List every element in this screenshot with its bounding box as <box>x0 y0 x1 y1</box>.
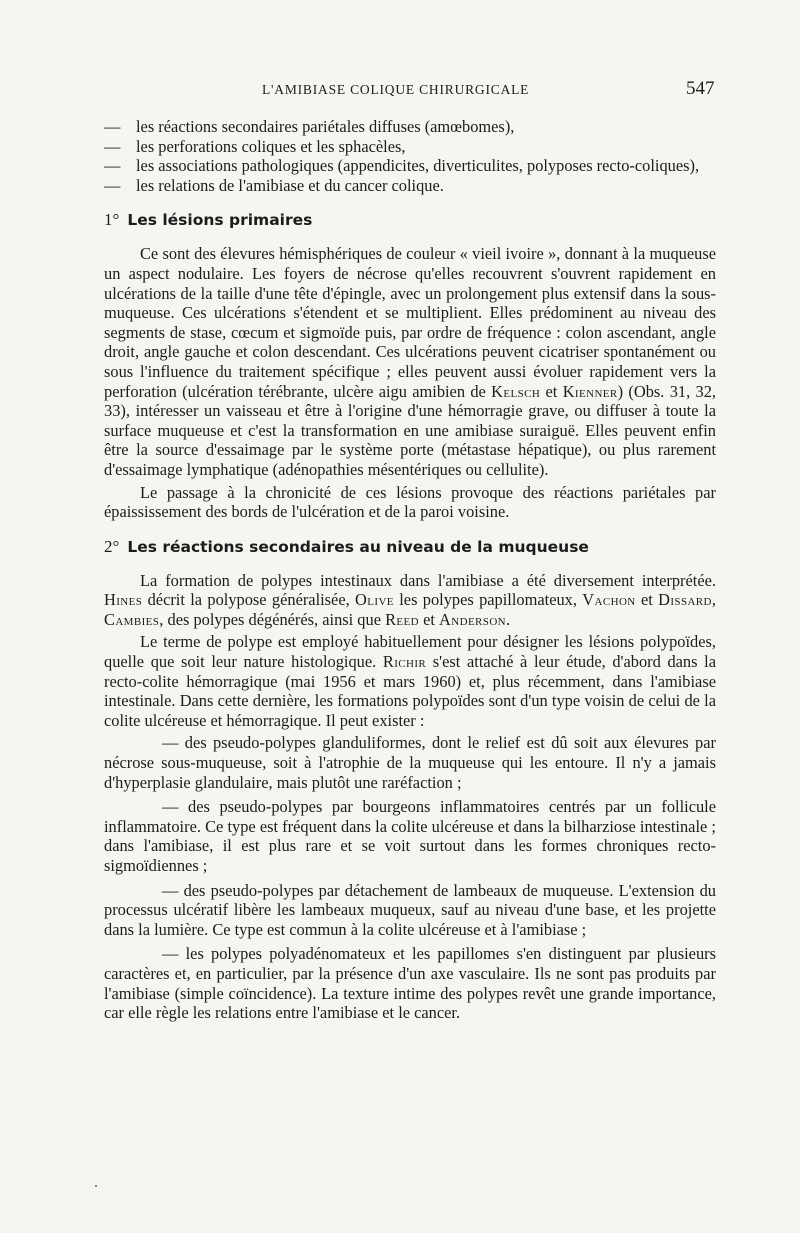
author-name: Olive <box>355 590 394 610</box>
section-title: Les réactions secondaires au niveau de la muqueuse <box>127 537 589 556</box>
list-item: — les réactions secondaires pariétales diffuses (amœbomes), <box>104 117 515 136</box>
section-title: Les lésions primaires <box>127 211 313 230</box>
dash-marker: — <box>162 944 179 964</box>
dash-marker: — <box>162 880 179 900</box>
print-speck <box>95 1185 97 1187</box>
paragraph: Le terme de polype est employé habituellement pour désigner les lésions polypoïdes, quelle que soit leur nature histologique. Richir s'est attaché à leur étude, d'abord dans la recto-colite hémorragique (mai 1956 et mars 1960) et, plus récemment, dans l'amibiase intestinale. Dans cette dernière, les formations polypoïdes sont d'un type voisin de celui de la colite ulcéreuse et hémorragique. Il peut exister : <box>104 632 716 730</box>
paragraph: Ce sont des élevures hémisphériques de couleur « vieil ivoire », donnant à la muqueuse un aspect nodulaire. Les foyers de nécrose qu'elles recouvrent s'ouvrent rapidement en ulcérations de la taille d'une tête d'épingle, avec un prolongement plus extensif dans la sous-muqueuse. Ces ulcérations s'étendent et se multiplient. Elles prédominent au niveau des segments de stase, cœcum et sigmoïde puis, par ordre de fréquence : colon ascendant, angle droit, angle gauche et colon descendant. Ces ulcérations peuvent cicatriser spontanément ou sous l'influence du traitement spécifique ; elles peuvent aussi évoluer rapidement vers la perforation (ulcération térébrante, ulcère aigu amibien de Kelsch et Kienner) (Obs. 31, 32, 33), intéresser un vaisseau et être à l'origine d'une hémorragie grave, ou diffuser à toute la surface muqueuse et c'est la transformation en une amibiase suraiguë. Elles peuvent enfin être la source d'essaimage par le système porte (métastase hépatique), ou plus rarement d'essaimage lymphatique (adénopathies mésentériques ou cellulite). <box>104 244 716 479</box>
author-name: Richir <box>382 652 427 672</box>
section-heading-1 <box>104 210 716 230</box>
author-name: Cambies <box>104 609 160 629</box>
author-name: Dissard <box>658 590 712 610</box>
sub-list-item: — les polypes polyadénomateux et les papillomes s'en distinguent par plusieurs caractères et, en particulier, par la présence d'un axe vasculaire. Ils ne sont pas produits par l'amibiase (simple coïncidence). La texture intime des polypes revêt une grande importance, car elle règle les relations entre l'amibiase et le cancer. <box>104 944 716 1023</box>
dash-marker: — <box>104 136 121 156</box>
running-title: L'AMIBIASE COLIQUE CHIRURGICALE <box>262 82 530 97</box>
sub-list-item: — des pseudo-polypes par bourgeons inflammatoires centrés par un follicule inflammatoire. Ce type est fréquent dans la colite ulcéreuse et dans la bilharziose intestinale ; dans l'amibiase, il est plus rare et se voit surtout dans les formes chroniques recto-sigmoïdiennes ; <box>104 797 716 875</box>
paragraph: La formation de polypes intestinaux dans l'amibiase a été diversement interprétée. Hines décrit la polypose généralisée, Olive les polypes papillomateux, Vachon et Dissard, Cambies, des polypes dégénérés, ainsi que Reed et Anderson. <box>104 570 716 629</box>
author-name: Reed <box>385 609 419 629</box>
paragraph: Le passage à la chronicité de ces lésions provoque des réactions pariétales par épaississement des bords de l'ulcération et de la paroi voisine. <box>104 482 716 522</box>
section-heading-2 <box>104 537 716 557</box>
sub-list-item: — des pseudo-polypes glanduliformes, dont le relief est dû soit aux élevures par nécrose sous-muqueuse, soit à l'atrophie de la muqueuse qui les entoure. Il n'y a jamais d'hyperplasie glandulaire, mais plutôt une raréfaction ; <box>104 733 716 792</box>
list-item: — les relations de l'amibiase et du cancer colique. <box>104 175 444 195</box>
author-name: Kelsch <box>491 381 541 401</box>
dash-marker: — <box>104 117 121 136</box>
dash-marker: — <box>162 797 179 817</box>
list-item: — les associations pathologiques (appendicites, diverticulites, polyposes recto-coliques), <box>104 156 700 176</box>
section-number: 1° <box>104 210 120 230</box>
section-number: 2° <box>104 536 120 556</box>
intro-list <box>104 117 716 195</box>
author-name: Hines <box>104 590 143 610</box>
dash-marker: — <box>104 156 121 176</box>
running-header <box>0 78 800 102</box>
dash-marker: — <box>104 175 121 195</box>
body-text <box>104 117 716 1028</box>
author-name: Vachon <box>582 590 636 610</box>
list-item: — les perforations coliques et les sphacèles, <box>104 136 406 156</box>
dash-marker: — <box>162 733 179 753</box>
page-number: 547 <box>686 78 715 99</box>
author-name: Kienner <box>562 381 618 401</box>
sub-list-item: — des pseudo-polypes par détachement de lambeaux de muqueuse. L'extension du processus ulcératif libère les lambeaux muqueux, sauf au niveau d'une base, et les projette dans la lumière. Ce type est commun à la colite ulcéreuse et à l'amibiase ; <box>104 880 716 939</box>
author-name: Anderson <box>439 609 507 629</box>
